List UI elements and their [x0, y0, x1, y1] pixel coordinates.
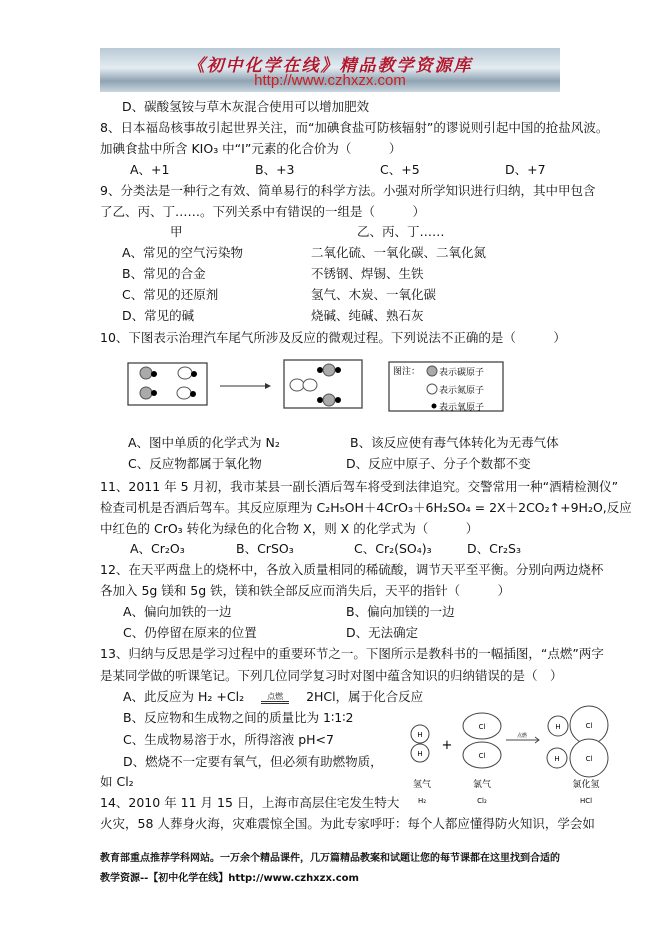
svg-text:Cl: Cl — [585, 722, 593, 730]
carbon-atom-icon — [427, 366, 437, 376]
ignite-condition: 点燃 — [248, 689, 302, 705]
q8-option: D、+7 — [505, 162, 546, 177]
legend-nitrogen: 表示氮原子 — [439, 386, 485, 396]
q13-a-rest: 2HCl，属于化合反应 — [306, 689, 424, 704]
q10-option: A、图中单质的化学式为 N₂ — [128, 435, 280, 450]
q8-text: 加碘食盐中所含 KIO₃ 中“I”元素的化合价为（ ） — [100, 141, 402, 156]
svg-text:Cl: Cl — [585, 755, 593, 763]
q9-row-b: 氢气、木炭、一氧化碳 — [311, 287, 437, 302]
q9-row-a: D、常见的碱 — [122, 308, 195, 323]
oxygen-atom-icon — [432, 404, 437, 409]
q9-row-b: 不锈钢、焊锡、生铁 — [311, 266, 424, 281]
q11-text: 中红色的 CrO₃ 转化为绿色的化合物 X，则 X 的化学式为（ ） — [100, 521, 479, 536]
q9-row-b: 二氧化硫、一氧化碳、二氧化氮 — [311, 245, 487, 260]
q9-header-b: 乙、丙、丁…… — [357, 224, 445, 239]
q11-option: C、Cr₂(SO₄)₃ — [354, 541, 432, 556]
legend-oxygen: 表示氧原子 — [439, 403, 485, 413]
svg-text:点燃: 点燃 — [516, 733, 528, 739]
q12-text: 12、在天平两盘上的烧杯中，各放入质量相同的稀硫酸，调节天平至平衡。分别向两边烧杯 — [100, 562, 604, 577]
q12-option: A、偏向加铁的一边 — [123, 604, 232, 619]
q9-header-a: 甲 — [170, 224, 183, 239]
q13-option-b: B、反应物和生成物之间的质量比为 1∶1∶2 — [123, 710, 354, 725]
q11-option: D、Cr₂S₃ — [467, 541, 521, 556]
q13-option-d-cont: 如 Cl₂ — [100, 774, 134, 789]
q14-text: 火灾，58 人葬身火海，灾难震惊全国。为此专家呼吁：每个人都应懂得防火知识，学会如 — [100, 816, 595, 831]
q13-option-a — [123, 689, 423, 705]
q8-option: C、+5 — [380, 162, 420, 177]
q9-text: 了乙、丙、丁……。下列关系中有错误的一组是（ ） — [100, 204, 426, 219]
banner-image — [100, 48, 560, 92]
n2-molecule — [290, 379, 317, 391]
banner-title: 《初中化学在线》精品教学资源库 — [187, 56, 473, 76]
formula-cl2: Cl₂ — [477, 797, 487, 805]
label-chlorine: 氯气 — [472, 780, 492, 790]
q9-row-b: 烧碱、纯碱、熟石灰 — [311, 308, 424, 323]
footer-text: 教育部重点推荐学科网站。一万余个精品课件，几万篇精品教案和试题让您的每节课都在这里找到合适的 — [100, 853, 560, 864]
q13-hcl-diagram — [405, 705, 620, 810]
label-hcl: 氯化氢 — [572, 780, 600, 790]
svg-text:H: H — [555, 723, 561, 731]
q8-option: A、+1 — [130, 162, 170, 177]
q13-option-c: C、生成物易溶于水，所得溶液 pH<7 — [123, 732, 334, 747]
co2-molecules — [317, 364, 341, 406]
q10-option: B、该反应使有毒气体转化为无毒气体 — [350, 435, 559, 450]
q13-a-equation: A、此反应为 H₂ +Cl₂ — [123, 689, 245, 704]
q9-row-a: A、常见的空气污染物 — [122, 245, 244, 260]
q14-text: 14、2010 年 11 月 15 日，上海市高层住宅发生特大 — [100, 795, 400, 810]
legend-carbon: 表示碳原子 — [439, 368, 485, 378]
q10-option: D、反应中原子、分子个数都不变 — [346, 456, 531, 471]
nitrogen-atom-icon — [427, 384, 437, 394]
svg-text:+: + — [441, 738, 453, 753]
q10-reaction-diagram — [120, 355, 520, 417]
svg-text:Cl: Cl — [478, 723, 486, 731]
legend-title: 图注： — [393, 367, 421, 377]
q12-text: 各加入 5g 镁和 5g 铁，镁和铁全部反应而消失后，天平的指针（ ） — [100, 583, 511, 598]
q10-option: C、反应物都属于氧化物 — [128, 456, 262, 471]
q11-option: B、CrSO₃ — [236, 541, 294, 556]
q13-text: 13、归纳与反思是学习过程中的重要环节之一。下图所示是教科书的一幅插图，“点燃”两字 — [100, 646, 604, 661]
q12-option: C、仍停留在原来的位置 — [123, 625, 257, 640]
q8-option: B、+3 — [255, 162, 295, 177]
q7-option-d: D、碳酸氢铵与草木灰混合使用可以增加肥效 — [122, 99, 370, 114]
banner-url[interactable]: http://www.czhxzx.com — [254, 72, 406, 89]
label-hydrogen: 氢气 — [412, 780, 432, 790]
formula-hcl: HCl — [579, 797, 593, 805]
q9-row-a: B、常见的合金 — [122, 266, 206, 281]
q9-row-a: C、常见的还原剂 — [122, 287, 219, 302]
q8-text: 8、日本福岛核事故引起世界关注，而“加碘食盐可防核辐射”的谬说则引起中国的抢盐风波。 — [100, 120, 609, 135]
q13-option-d: D、燃烧不一定要有氧气，但必须有助燃物质， — [123, 754, 383, 769]
q10-text: 10、下图表示治理汽车尾气所涉及反应的微观过程。下列说法不正确的是（ ） — [100, 330, 566, 345]
q11-text: 11、2011 年 5 月初，我市某县一副长酒后驾车将受到法律追究。交警常用一种“酒精检测仪” — [100, 479, 619, 494]
reactants-box — [128, 363, 207, 405]
q9-text: 9、分类法是一种行之有效、简单易行的科学方法。小强对所学知识进行归纳，其中甲包含 — [100, 183, 596, 198]
svg-text:H: H — [554, 755, 560, 763]
q12-option: D、无法确定 — [346, 625, 419, 640]
no-molecules — [177, 367, 197, 399]
formula-h2: H₂ — [417, 797, 427, 805]
q11-text: 检查司机是否酒后驾车。其反应原理为 C₂H₅OH＋4CrO₃＋6H₂SO₄ = 2X＋2CO₂↑+9H₂O,反应 — [100, 500, 632, 515]
co-molecules — [140, 367, 157, 399]
svg-text:Cl: Cl — [478, 752, 486, 760]
svg-text:H: H — [417, 731, 423, 739]
svg-text:H: H — [417, 750, 423, 758]
q12-option: B、偏向加镁的一边 — [346, 604, 455, 619]
footer-link[interactable]: 教学资源--【初中化学在线】http://www.czhxzx.com — [100, 873, 359, 884]
q13-text: 是某同学做的听课笔记。下列几位同学复习时对图中蕴含知识的归纳错误的是（ ） — [100, 668, 563, 683]
q11-option: A、Cr₂O₃ — [130, 541, 185, 556]
